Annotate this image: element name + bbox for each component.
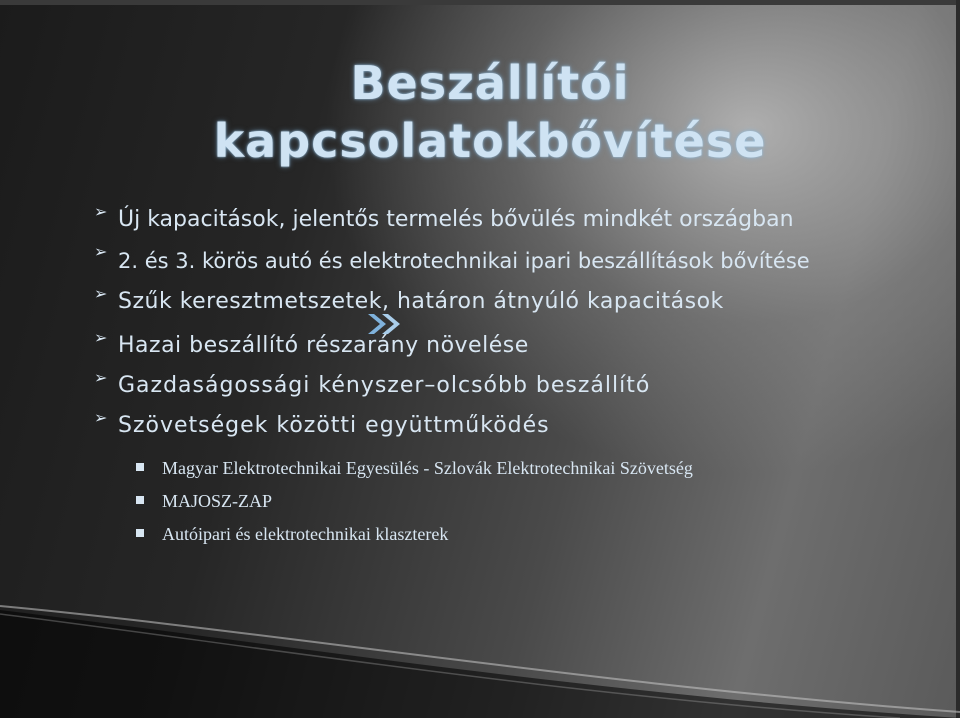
- title-line-2: kapcsolatokbővítése: [213, 114, 767, 168]
- bullet-text: 2. és 3. körös autó és elektrotechnikai ipari beszállítások bővítése: [118, 249, 810, 273]
- arrow-bullet-icon: ➢: [94, 368, 108, 387]
- arrow-bullet-icon: ➢: [94, 328, 108, 347]
- sub-bullet-item: [136, 485, 896, 518]
- arrow-bullet-icon: ➢: [94, 284, 108, 303]
- sub-bullet-item: [136, 452, 896, 485]
- sub-bullet-item: [136, 518, 896, 551]
- bullet-text: Szűk keresztmetszetek, határon átnyúló kapacitások: [118, 289, 724, 314]
- sub-bullet-list: [136, 452, 896, 551]
- square-bullet-icon: [136, 463, 144, 471]
- title-line-1: Beszállítói: [350, 56, 630, 110]
- bullet-text: Új kapacitások, jelentős termelés bővülés mindkét országban: [118, 207, 794, 232]
- decorative-swoosh: [0, 600, 960, 718]
- arrow-bullet-icon: ➢: [94, 242, 108, 261]
- bullet-text: Hazai beszállító részarány növelése: [118, 333, 529, 358]
- square-bullet-icon: [136, 529, 144, 537]
- sub-bullet-text: Magyar Elektrotechnikai Egyesülés - Szlovák Elektrotechnikai Szövetség: [162, 458, 693, 478]
- arrow-bullet-icon: ➢: [94, 408, 108, 427]
- square-bullet-icon: [136, 496, 144, 504]
- bullet-text: Gazdaságossági kényszer–olcsóbb beszállító: [118, 373, 651, 398]
- bullet-item: [96, 328, 896, 364]
- sub-bullet-text: MAJOSZ-ZAP: [162, 491, 273, 511]
- bullet-text: Szövetségek közötti együttműködés: [118, 413, 550, 438]
- top-border: [0, 0, 960, 5]
- bullet-item: [96, 408, 896, 444]
- bullet-list: [96, 202, 896, 551]
- slide-title: [190, 54, 790, 170]
- arrow-bullet-icon: ➢: [94, 202, 108, 221]
- bullet-item: [96, 242, 896, 280]
- bullet-item: [96, 284, 896, 320]
- bullet-item: [96, 368, 896, 404]
- sub-bullet-text: Autóipari és elektrotechnikai klaszterek: [162, 524, 449, 544]
- bullet-item: [96, 202, 896, 238]
